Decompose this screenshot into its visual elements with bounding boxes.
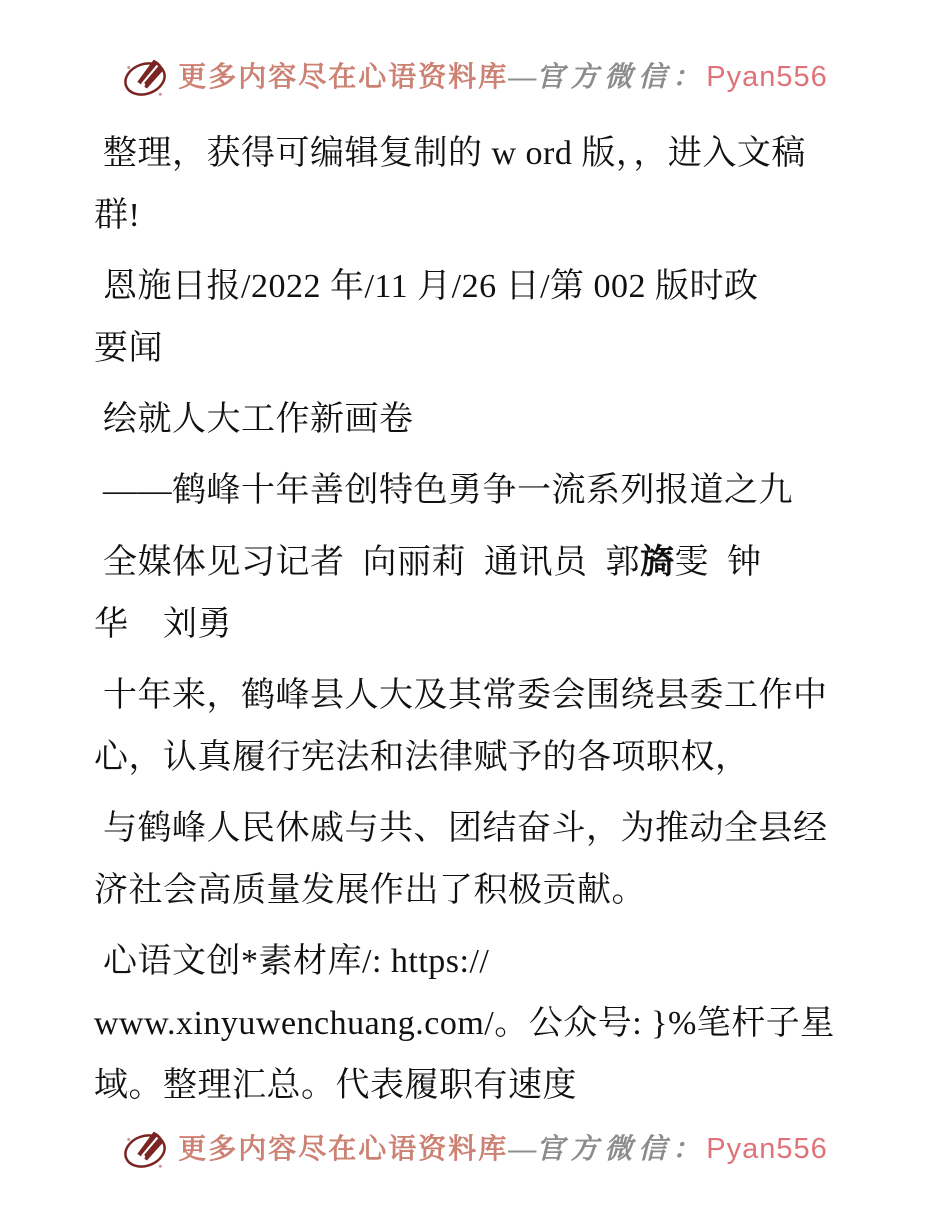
paragraph-body-2: [94, 798, 856, 922]
header-banner-text: [178, 54, 828, 101]
wechat-label: 官方微信：: [536, 1134, 707, 1165]
byline-post: 雯 钟: [674, 544, 762, 581]
text-line: www.xinyuwenchuang.com/。公众号: }%笔杆子星: [94, 1005, 835, 1042]
dash-separator: —: [508, 1134, 537, 1165]
text-line: 心语文创*素材库/: https://: [94, 943, 490, 980]
pen-nib-circle-logo-icon: [122, 1127, 168, 1173]
byline-rare-char: 旖: [640, 543, 675, 581]
footer-banner: [0, 1126, 950, 1173]
paragraph-source: [94, 256, 856, 380]
pen-nib-circle-logo-icon: [122, 55, 168, 101]
dash-separator: —: [508, 62, 537, 93]
text-line: 整理，获得可编辑复制的 w ord 版，，进入文稿: [94, 135, 806, 172]
paragraph-subtitle: [94, 460, 856, 522]
text-line: 济社会高质量发展作出了积极贡献。: [94, 872, 646, 909]
paragraph-intro: [94, 123, 856, 247]
wechat-id: Pyan556: [706, 1133, 828, 1165]
brand-text: 更多内容尽在心语资料库: [178, 1134, 509, 1165]
header-banner: [0, 0, 950, 101]
paragraph-body-1: [94, 665, 856, 789]
paragraph-outro: [94, 931, 856, 1117]
paragraph-byline: [94, 531, 856, 656]
wechat-id: Pyan556: [706, 61, 828, 93]
footer-banner-text: [178, 1126, 828, 1173]
text-line: ——鹤峰十年善创特色勇争一流系列报道之九: [94, 472, 793, 509]
brand-text: 更多内容尽在心语资料库: [178, 62, 509, 93]
text-line: 群!: [94, 197, 141, 234]
text-line: 十年来，鹤峰县人大及其常委会围绕县委工作中: [94, 677, 828, 714]
text-line: 与鹤峰人民休戚与共、团结奋斗，为推动全县经: [94, 810, 828, 847]
text-line: 恩施日报/2022 年/11 月/26 日/第 002 版时政: [94, 268, 759, 305]
paragraph-title: [94, 389, 856, 451]
text-line: 华 刘勇: [94, 606, 232, 643]
text-line: 域。整理汇总。代表履职有速度: [94, 1067, 577, 1104]
text-line: 绘就人大工作新画卷: [94, 401, 414, 438]
byline-pre: 全媒体见习记者 向丽莉 通讯员 郭: [94, 544, 640, 581]
text-line: 要闻: [94, 330, 163, 367]
wechat-label: 官方微信：: [536, 62, 707, 93]
article-body: [94, 123, 856, 1117]
text-line: 心，认真履行宪法和法律赋予的各项职权，: [94, 739, 750, 776]
text-line: [94, 531, 856, 594]
